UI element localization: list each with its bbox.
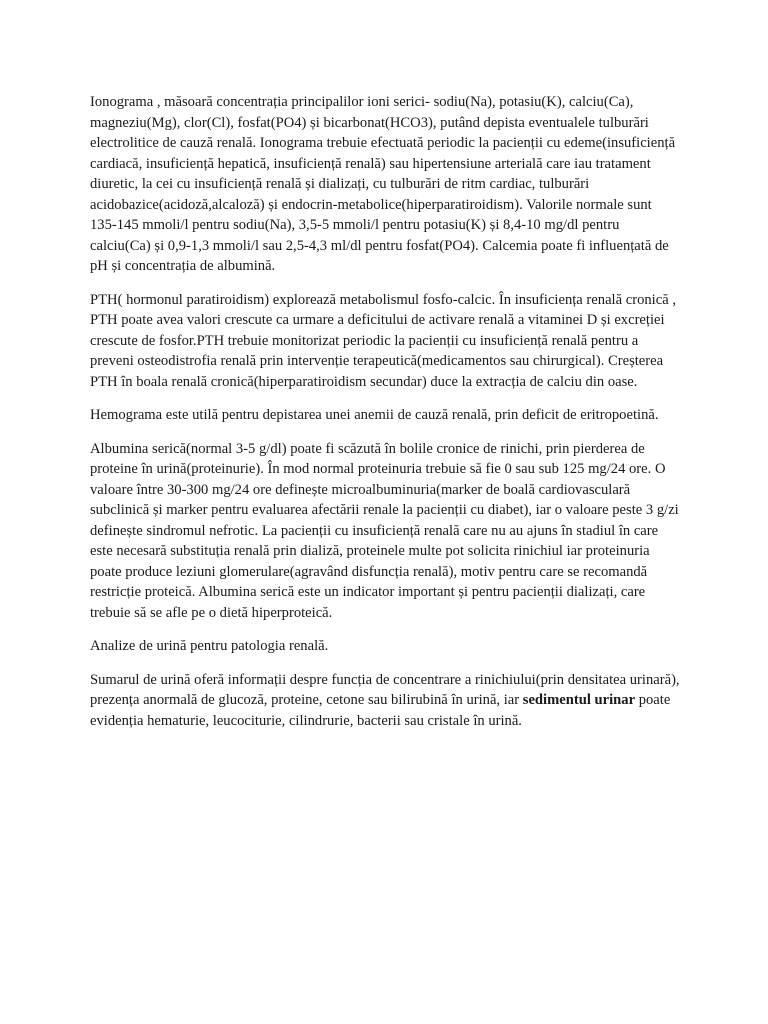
paragraph-ionograma: Ionograma , măsoară concentrația principalilor ioni serici- sodiu(Na), potasiu(K), calciu(Ca), magneziu(Mg), clor(Cl), fosfat(PO4) și bicarbonat(HCO3), putând depista eventualele tulburări electrolitice de cauză renală. Ionograma trebuie efectuată periodic la pacienții cu edeme(insuficiență cardiacă, insuficiență hepatică, insuficiență renală) sau hipertensiune arterială care iau tratament diuretic, la cei cu insuficiență renală și dializați, cu tulburări de ritm cardiac, tulburări acidobazice(acidoză,alcaloză) și endocrin-metabolice(hiperparatiroidism). Valorile normale sunt 135-145 mmoli/l pentru sodiu(Na), 3,5-5 mmoli/l pentru potasiu(K) și 8,4-10 mg/dl pentru calciu(Ca) și 0,9-1,3 mmoli/l sau 2,5-4,3 ml/dl pentru fosfat(PO4). Calcemia poate fi influențată de pH și concentrația de albumină. [90,94,676,274]
sumar-text-end: poate evidenția hematurie, leucociturie, cilindrurie, bacterii sau cristale în urină. [90,692,671,729]
paragraph-analize-urina: Analize de urină pentru patologia renală. [90,638,329,654]
document-body [90,92,680,744]
paragraph-hemograma: Hemograma este utilă pentru depistarea unei anemii de cauză renală, prin deficit de eritropoetină. [90,407,659,423]
paragraph-sumar-urina [90,670,680,732]
sumar-bold-term: sedimentul urinar [522,692,636,708]
paragraph-pth: PTH( hormonul paratiroidism) explorează metabolismul fosfo-calcic. În insuficiența renală cronică , PTH poate avea valori crescute ca urmare a deficitului de activare renală a vitaminei D și excreției crescute de fosfor.PTH trebuie monitorizat periodic la pacienții cu insuficiență renală pentru a preveni osteodistrofia renală prin intervenție terapeutică(medicamentos sau chirurgical). Creșterea PTH în boala renală cronică(hiperparatiroidism secundar) duce la extracția de calciu din oase. [90,291,676,390]
paragraph-albumina: Albumina serică(normal 3-5 g/dl) poate fi scăzută în bolile cronice de rinichi, prin pierderea de proteine în urină(proteinurie). În mod normal proteinuria trebuie să fie 0 sau sub 125 mg/24 ore. O valoare între 30-300 mg/24 ore definește microalbuminuria(marker de boală cardiovasculară subclinică și marker pentru evaluarea afectării renale la pacienții cu diabet), iar o valoare peste 3 g/zi definește sindromul nefrotic. La pacienții cu insuficiență renală care nu au ajuns în stadiul în care este necesară substituția renală prin dializă, proteinele multe pot solicita rinichiul iar proteinuria poate produce leziuni glomerulare(agravând disfuncția renală), motiv pentru care se recomandă restricție proteică. Albumina serică este un indicator important și pentru pacienții dializați, care trebuie să se afle pe o dietă hiperproteică. [90,440,679,621]
sumar-text-start: Sumarul de urină oferă informații despre funcția de concentrare a rinichiului(prin densitatea urinară), prezența anormală de glucoză, proteine, cetone sau bilirubină în urină, iar [90,671,680,708]
